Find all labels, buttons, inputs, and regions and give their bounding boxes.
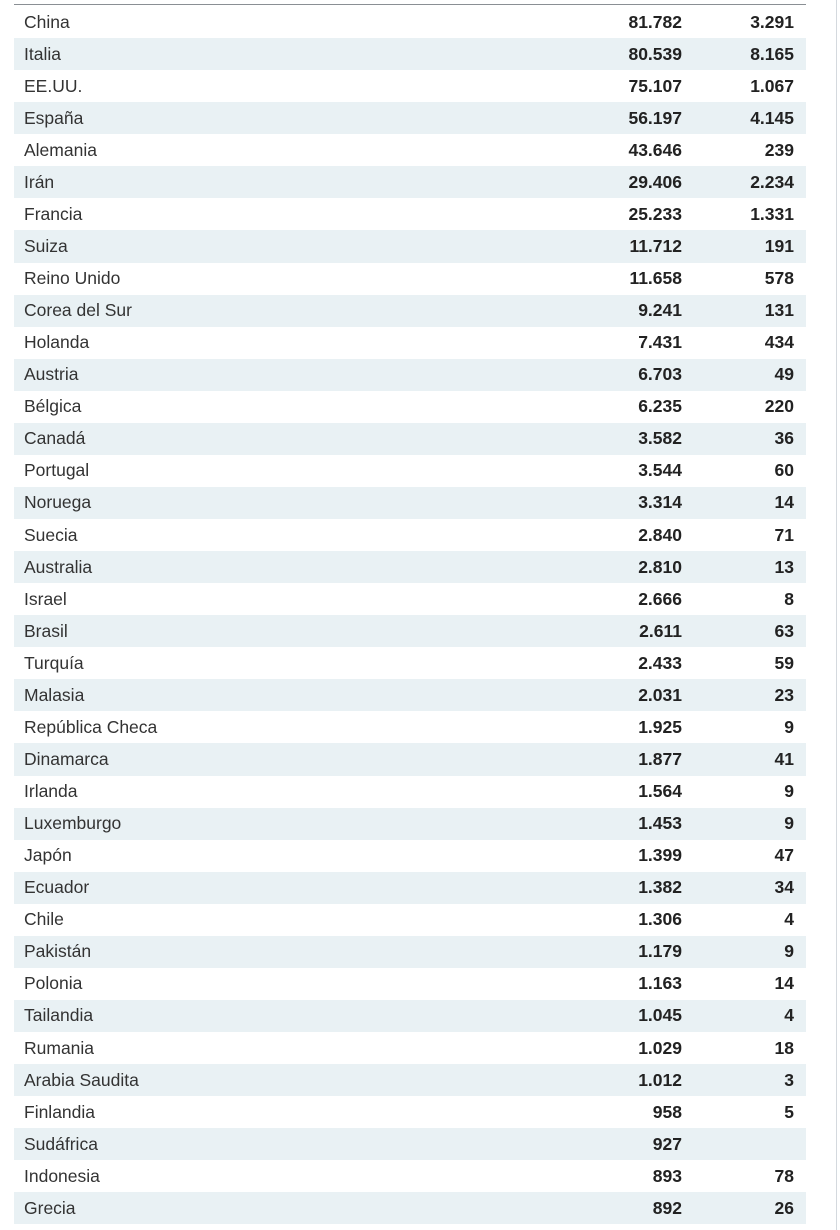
deaths-cell: 26 (774, 1197, 794, 1218)
deaths-cell: 8.165 (750, 43, 794, 64)
cases-cell: 25.233 (628, 203, 682, 224)
table-row (14, 487, 806, 519)
deaths-cell: 1.331 (750, 203, 794, 224)
table-row (14, 1192, 806, 1224)
cases-cell: 29.406 (628, 171, 682, 192)
country-cell: Suiza (24, 235, 68, 256)
country-cell: Holanda (24, 332, 90, 353)
table-row (14, 1096, 806, 1128)
country-cell: Tailandia (24, 1005, 94, 1026)
table-row (14, 70, 806, 102)
country-cell: Chile (24, 909, 64, 930)
deaths-cell: 71 (774, 524, 794, 545)
cases-cell: 1.399 (638, 845, 682, 866)
table-row (14, 263, 806, 295)
country-cell: Finlandia (24, 1101, 96, 1122)
cases-cell: 2.666 (638, 588, 682, 609)
country-cell: Noruega (24, 492, 92, 513)
table-row (14, 38, 806, 70)
country-cell: Israel (24, 588, 67, 609)
cases-cell: 1.564 (638, 781, 682, 802)
deaths-cell (684, 1128, 806, 1160)
country-cell: España (24, 107, 84, 128)
cases-cell: 2.611 (639, 620, 682, 641)
deaths-cell: 5 (784, 1101, 794, 1122)
cases-cell: 892 (652, 1197, 682, 1218)
deaths-cell: 13 (774, 556, 794, 577)
cases-cell: 11.712 (629, 235, 682, 256)
cases-cell: 3.582 (638, 428, 682, 449)
deaths-cell: 14 (774, 973, 794, 994)
table-row (14, 423, 806, 455)
cases-cell: 7.431 (638, 332, 682, 353)
deaths-cell: 4.145 (750, 107, 794, 128)
deaths-cell: 59 (774, 652, 794, 673)
deaths-cell: 3 (784, 1069, 794, 1090)
deaths-cell: 2.234 (750, 171, 794, 192)
table-row (14, 872, 806, 904)
table-row (14, 551, 806, 583)
table-row (14, 359, 806, 391)
table-row (14, 6, 806, 38)
cases-cell: 1.382 (638, 877, 682, 898)
country-cell: Arabia Saudita (24, 1069, 139, 1090)
table-top-divider (14, 4, 806, 5)
table-row (14, 230, 806, 262)
deaths-cell: 220 (764, 396, 794, 417)
deaths-cell: 4 (784, 1005, 794, 1026)
table-row (14, 583, 806, 615)
table-row (14, 776, 806, 808)
table-row (14, 134, 806, 166)
cases-cell: 1.012 (638, 1069, 682, 1090)
country-cell: Suecia (24, 524, 78, 545)
cases-cell: 1.877 (638, 748, 682, 769)
table-row (14, 102, 806, 134)
cases-cell: 1.163 (638, 973, 682, 994)
country-cell: Rumania (24, 1037, 95, 1058)
cases-cell: 893 (652, 1165, 682, 1186)
deaths-cell: 41 (774, 748, 794, 769)
country-cell: Grecia (24, 1197, 76, 1218)
table-row (14, 1064, 806, 1096)
table-row (14, 615, 806, 647)
deaths-cell: 8 (784, 588, 794, 609)
cases-cell: 2.840 (638, 524, 682, 545)
country-cell: Pakistán (24, 941, 92, 962)
country-cell: Irlanda (24, 781, 78, 802)
deaths-cell: 3.291 (750, 11, 794, 32)
country-cell: Portugal (24, 460, 90, 481)
table-row (14, 1160, 806, 1192)
table-row (14, 743, 806, 775)
table-row (14, 295, 806, 327)
deaths-cell: 9 (784, 716, 794, 737)
cases-cell: 1.029 (638, 1037, 682, 1058)
table-row (14, 679, 806, 711)
table-row (14, 327, 806, 359)
country-cell: Japón (24, 845, 72, 866)
cases-cell: 1.045 (638, 1005, 682, 1026)
cases-cell: 2.433 (638, 652, 682, 673)
deaths-cell: 47 (774, 845, 794, 866)
cases-cell: 2.810 (638, 556, 682, 577)
cases-cell: 927 (652, 1133, 682, 1154)
cases-cell: 2.031 (638, 684, 682, 705)
cases-cell: 1.306 (638, 909, 682, 930)
table-row (14, 1128, 806, 1160)
deaths-cell: 60 (774, 460, 794, 481)
table-row (14, 840, 806, 872)
country-cell: Francia (24, 203, 83, 224)
table-row (14, 198, 806, 230)
table-row (14, 519, 806, 551)
country-cell: China (24, 11, 70, 32)
deaths-cell: 9 (784, 781, 794, 802)
country-cell: Malasia (24, 684, 85, 705)
country-stats-table (14, 6, 806, 1224)
table-row (14, 647, 806, 679)
deaths-cell: 18 (774, 1037, 794, 1058)
cases-cell: 43.646 (628, 139, 682, 160)
country-cell: Alemania (24, 139, 97, 160)
deaths-cell: 9 (784, 813, 794, 834)
country-cell: Canadá (24, 428, 86, 449)
country-cell: Italia (24, 43, 61, 64)
table-row (14, 936, 806, 968)
deaths-cell: 36 (774, 428, 794, 449)
table-row (14, 391, 806, 423)
country-cell: Corea del Sur (24, 300, 132, 321)
deaths-cell: 239 (764, 139, 794, 160)
deaths-cell: 131 (764, 300, 794, 321)
table-row (14, 808, 806, 840)
cases-cell: 11.658 (629, 268, 682, 289)
deaths-cell: 191 (764, 235, 794, 256)
table-body (14, 6, 806, 1224)
country-cell: Polonia (24, 973, 83, 994)
table-row (14, 711, 806, 743)
country-cell: Australia (24, 556, 93, 577)
deaths-cell: 49 (774, 364, 794, 385)
cases-cell: 9.241 (638, 300, 682, 321)
cases-cell: 3.544 (638, 460, 682, 481)
cases-cell: 56.197 (628, 107, 682, 128)
country-cell: Sudáfrica (24, 1133, 98, 1154)
deaths-cell: 23 (774, 684, 794, 705)
deaths-cell: 34 (774, 877, 794, 898)
cases-cell: 81.782 (628, 11, 682, 32)
country-cell: Bélgica (24, 396, 82, 417)
deaths-cell: 63 (774, 620, 794, 641)
cases-cell: 1.453 (638, 813, 682, 834)
country-cell: Indonesia (24, 1165, 100, 1186)
deaths-cell: 578 (764, 268, 794, 289)
cases-cell: 1.179 (638, 941, 682, 962)
table-row (14, 1032, 806, 1064)
country-cell: República Checa (24, 716, 158, 737)
country-cell: EE.UU. (24, 75, 83, 96)
deaths-cell: 9 (784, 941, 794, 962)
table-row (14, 968, 806, 1000)
country-cell: Irán (24, 171, 55, 192)
deaths-cell: 1.067 (750, 75, 794, 96)
table-row (14, 904, 806, 936)
country-cell: Dinamarca (24, 748, 109, 769)
country-cell: Ecuador (24, 877, 90, 898)
country-cell: Turquía (24, 652, 84, 673)
country-cell: Austria (24, 364, 79, 385)
table-row (14, 455, 806, 487)
deaths-cell: 4 (784, 909, 794, 930)
country-cell: Reino Unido (24, 268, 121, 289)
cases-cell: 80.539 (628, 43, 682, 64)
deaths-cell: 434 (764, 332, 794, 353)
cases-cell: 6.703 (638, 364, 682, 385)
cases-cell: 3.314 (638, 492, 682, 513)
deaths-cell: 14 (774, 492, 794, 513)
cases-cell: 6.235 (638, 396, 682, 417)
country-cell: Luxemburgo (24, 813, 122, 834)
table-row (14, 166, 806, 198)
cases-cell: 75.107 (628, 75, 682, 96)
deaths-cell: 78 (774, 1165, 794, 1186)
table-row (14, 1000, 806, 1032)
cases-cell: 1.925 (638, 716, 682, 737)
country-cell: Brasil (24, 620, 68, 641)
cases-cell: 958 (652, 1101, 682, 1122)
